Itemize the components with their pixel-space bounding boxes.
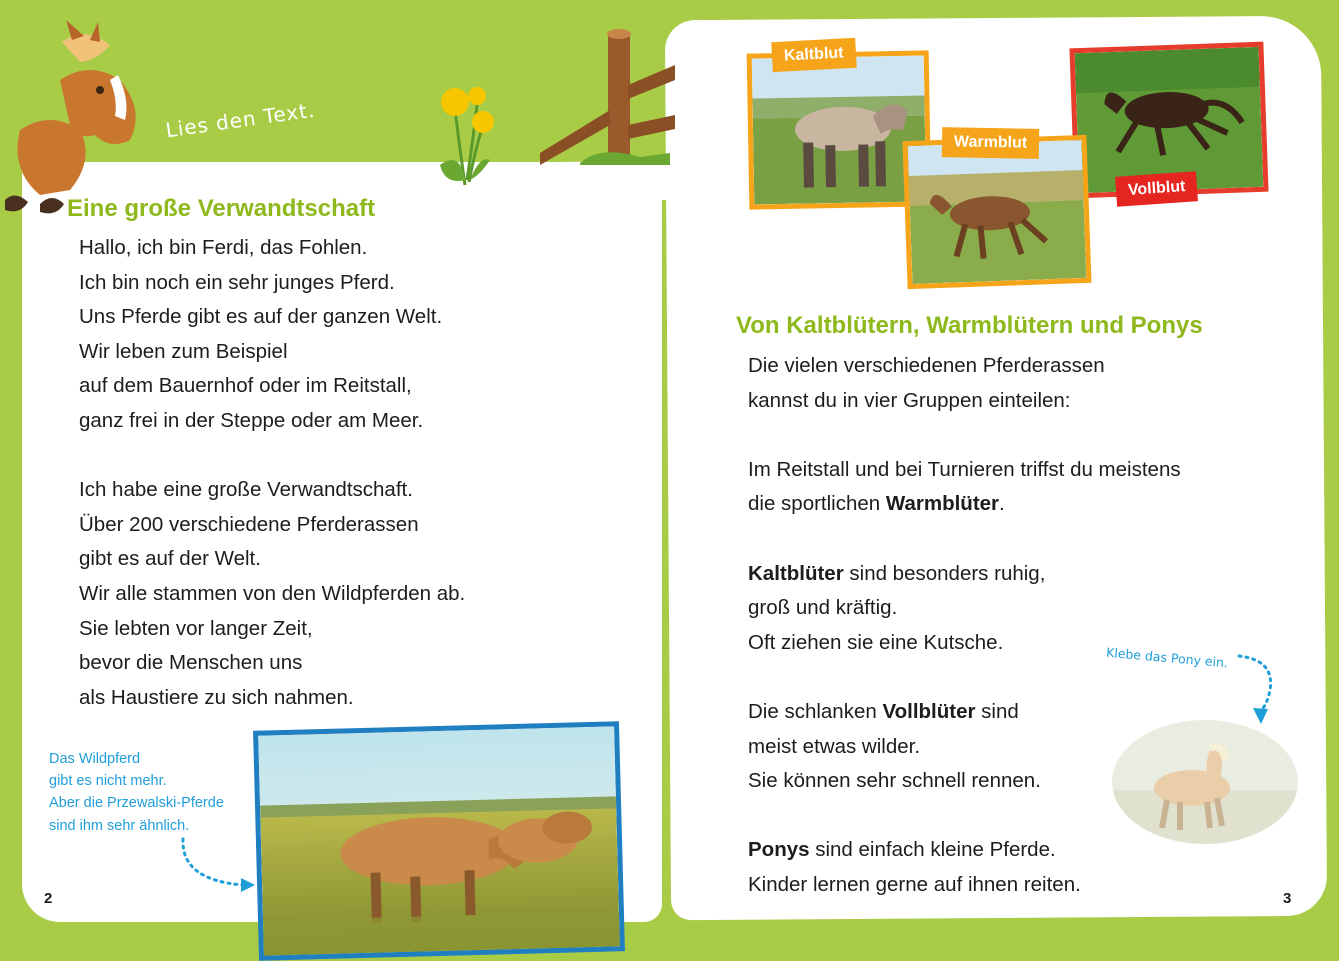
fence-illustration [540, 25, 675, 165]
text-line: Kaltblüter sind besonders ruhig, [748, 561, 1046, 585]
przewalski-horses-photo [253, 721, 625, 961]
warmblut-tag: Warmblut [942, 127, 1040, 159]
dotted-arrow-icon [175, 835, 260, 895]
text-line: groß und kräftig. [748, 596, 898, 620]
vollblueter-term: Vollblüter [882, 699, 976, 723]
text-line: ganz frei in der Steppe oder am Meer. [79, 408, 424, 432]
pony-sticker-area[interactable] [1112, 720, 1298, 844]
left-title: Eine große Verwandtschaft [67, 195, 376, 222]
text-line: bevor die Menschen uns [79, 651, 303, 675]
text-line: meist etwas wilder. [748, 734, 921, 758]
text-line: Ich bin noch ein sehr junges Pferd. [79, 270, 395, 294]
text-line: Ich habe eine große Verwandtschaft. [79, 478, 413, 502]
text-line: Im Reitstall und bei Turnieren triffst du meistens [748, 457, 1181, 481]
text-line: kannst du in vier Gruppen einteilen: [748, 388, 1071, 412]
text-line: Ponys sind einfach kleine Pferde. [748, 838, 1056, 862]
text-line: Wir leben zum Beispiel [79, 339, 288, 363]
caption-line: Aber die Przewalski-Pferde [49, 795, 224, 812]
foal-illustration [0, 20, 150, 220]
right-title: Von Kaltblütern, Warmblütern und Ponys [736, 312, 1203, 339]
text-line: Die schlanken Vollblüter sind [748, 699, 1019, 723]
dandelion-illustration [425, 80, 505, 190]
text-line: Hallo, ich bin Ferdi, das Fohlen. [79, 236, 368, 259]
text-line: Sie können sehr schnell rennen. [748, 769, 1041, 793]
text-line: gibt es auf der Welt. [79, 547, 261, 571]
caption-line: gibt es nicht mehr. [49, 773, 167, 790]
text-line: auf dem Bauernhof oder im Reitstall, [79, 374, 412, 398]
caption-line: Das Wildpferd [49, 751, 141, 767]
text-line: als Haustiere zu sich nahmen. [79, 685, 354, 709]
sticker-hint-text: Klebe das Pony ein. [1105, 644, 1229, 671]
text-line: Uns Pferde gibt es auf der ganzen Welt. [79, 305, 443, 329]
text-line: die sportlichen Warmblüter. [748, 492, 1005, 516]
page-number-right: 3 [1283, 890, 1292, 907]
kaltblueter-term: Kaltblüter [748, 561, 844, 585]
dotted-arrow-icon [1235, 650, 1285, 728]
text-line: Über 200 verschiedene Pferderassen [79, 512, 419, 536]
right-body-text [748, 349, 1181, 903]
page-number-left: 2 [44, 890, 53, 907]
text-line: Oft ziehen sie eine Kutsche. [748, 630, 1004, 654]
wildpferd-caption [49, 748, 224, 837]
text-line: Die vielen verschiedenen Pferderassen [748, 354, 1105, 377]
warmblueter-term: Warmblüter [885, 492, 1000, 516]
text-line: Wir alle stammen von den Wildpferden ab. [79, 581, 466, 605]
ponys-term: Ponys [748, 838, 810, 862]
left-body-text [79, 231, 465, 715]
instruction-text: Lies den Text. [164, 97, 317, 143]
caption-line: sind ihm sehr ähnlich. [49, 817, 190, 834]
vollblut-tag: Vollblut [1115, 171, 1198, 207]
text-line: Kinder lernen gerne auf ihnen reiten. [748, 872, 1081, 896]
kaltblut-tag: Kaltblut [771, 38, 856, 72]
text-line: Sie lebten vor langer Zeit, [79, 616, 313, 640]
